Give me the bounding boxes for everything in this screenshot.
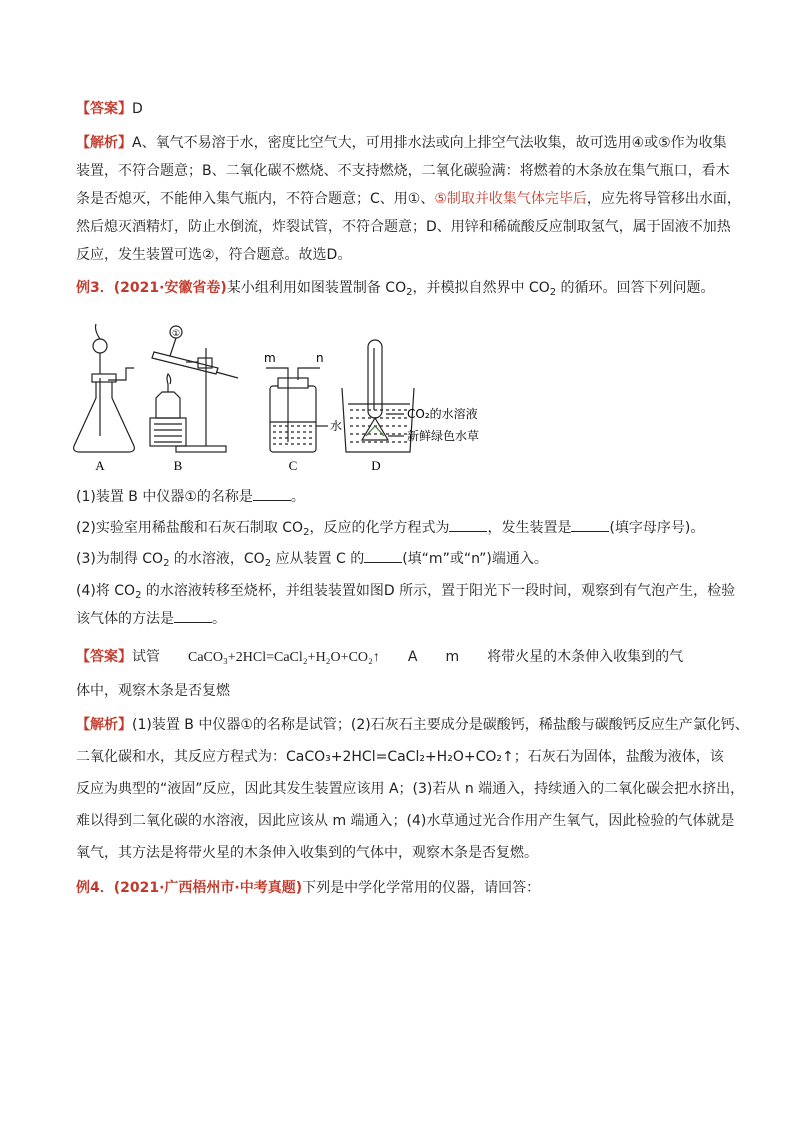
answer-tag: 【答案】 — [76, 649, 132, 665]
answer-blank — [364, 548, 402, 563]
label-water: 水 — [330, 419, 343, 433]
analysis-tag: 【解析】 — [76, 717, 132, 733]
question-4-cont — [76, 608, 226, 630]
answer-value: 将带火星的木条伸入收集到的气 — [487, 649, 684, 665]
label-a: A — [95, 458, 105, 473]
answer-blank — [449, 517, 487, 532]
label-circle-1: ① — [171, 329, 181, 339]
apparatus-a-flask — [74, 324, 135, 452]
example-source: (2021·安徽省卷) — [113, 280, 227, 296]
question-text: (3)为制得 CO — [76, 551, 164, 567]
question-text: ，反应的化学方程式为 — [309, 520, 450, 536]
analysis-1-line-4: 然后熄灭酒精灯，防止水倒流，炸裂试管，不符合题意；D、用锌和稀硫酸反应制取氢气，属于固液不加热 — [76, 219, 731, 235]
analysis-3-line-3: 反应为典型的“液固”反应，因此其发生装置应该用 A；(3)若从 n 端通入，持续通入的二氧化碳会把水挤出， — [76, 781, 745, 797]
question-text: (填字母序号)。 — [609, 520, 705, 536]
question-text: 应从装置 C 的 — [271, 551, 365, 567]
label-n: n — [316, 351, 324, 365]
stem-text: 的循环。回答下列问题。 — [556, 280, 715, 296]
answer-blank — [174, 608, 212, 623]
analysis-tag: 【解析】 — [76, 135, 132, 151]
analysis-1-line-5: 反应，发生装置可选②，符合题意。故选D。 — [76, 247, 352, 263]
example-label: 例3． — [76, 280, 114, 296]
analysis-1-line-2: 装置，不符合题意；B、二氧化碳不燃烧、不支持燃烧，二氧化碳验满：将燃着的木条放在集气瓶口，看木 — [76, 163, 730, 179]
example-3-stem: 例3．(2021·安徽省卷)某小组利用如图装置制备 $CO_2$，并模拟自然界中 $CO_2$ 的循环。回答下列问题。 — [76, 280, 715, 298]
analysis-3-line-4: 难以得到二氧化碳的水溶液，因此应该从 m 端通入；(4)水草通过光合作用产生氧气，因此检验的气体就是 — [76, 813, 735, 829]
question-text: (1)装置 B 中仪器①的名称是 — [76, 489, 253, 505]
analysis-1-line-3 — [76, 188, 741, 210]
question-text: 的水溶液转移至烧杯，并组装装置如图D 所示，置于阳光下一段时间，观察到有气泡产生，检验 — [141, 583, 736, 599]
label-m: m — [264, 351, 276, 365]
question-2: (2)实验室用稀盐酸和石灰石制取 $CO_2$，反应的化学方程式为 ，发生装置是 (填字母序号)。 — [76, 517, 704, 539]
question-text: (2)实验室用稀盐酸和石灰石制取 CO — [76, 520, 304, 536]
answer-1 — [76, 98, 143, 120]
answer-value: D — [132, 101, 143, 117]
stem-text: 某小组利用如图装置制备 CO — [226, 280, 407, 296]
answer-value: A — [407, 649, 418, 665]
question-text: 的水溶液，CO — [169, 551, 265, 567]
question-4: (4)将 $CO_2$ 的水溶液转移至烧杯，并组装装置如图D 所示，置于阳光下一段时间，观察到有气泡产生，检验 — [76, 583, 736, 601]
label-d: D — [371, 458, 381, 473]
analysis-3-line-5: 氧气，其方法是将带火星的木条伸入收集到的气体中，观察木条是否复燃。 — [76, 845, 538, 861]
question-1 — [76, 486, 305, 508]
question-text: 。 — [290, 489, 305, 505]
answer-tag: 【答案】 — [76, 101, 132, 117]
analysis-text: ，应先将导管移出水面， — [586, 191, 741, 207]
example-label: 例4． — [76, 880, 114, 896]
answer-blank — [253, 486, 291, 501]
question-text: 该气体的方法是 — [76, 611, 174, 627]
label-b: B — [173, 458, 183, 473]
stem-text: ，并模拟自然界中 CO — [412, 280, 550, 296]
question-text: (4)将 CO — [76, 583, 136, 599]
analysis-3-line-2: 二氧化碳和水，其反应方程式为：CaCO₃+2HCl=CaCl₂+H₂O+CO₂↑；石灰石为固体，盐酸为液体，该 — [76, 749, 724, 765]
answer-3-cont: 体中，观察木条是否复燃 — [76, 683, 230, 699]
label-co2-solution: CO₂的水溶液 — [407, 407, 478, 421]
answer-blank — [571, 517, 609, 532]
analysis-3-line-1 — [76, 714, 749, 736]
label-plant: 新鲜绿色水草 — [407, 429, 480, 443]
example-4-stem — [76, 877, 540, 899]
apparatus-diagram — [66, 318, 526, 478]
label-c: C — [288, 458, 298, 473]
answer-value: 试管 — [132, 649, 160, 665]
question-3: (3)为制得 $CO_2$ 的水溶液，$CO_2$ 应从装置 C 的 (填“m”或“n”)端通入。 — [76, 548, 548, 570]
analysis-1-line-1 — [76, 132, 727, 154]
question-text: 。 — [212, 611, 226, 627]
analysis-text: 条是否熄灭，不能伸入集气瓶内，不符合题意；C、用①、 — [76, 191, 435, 207]
answer-value: m — [445, 649, 460, 665]
analysis-text: A、氧气不易溶于水，密度比空气大，可用排水法或向上排空气法收集，故可选用④或⑤作为收集 — [132, 135, 727, 151]
answer-3 — [76, 646, 683, 669]
analysis-highlight: ⑤制取并收集气体完毕后 — [434, 191, 587, 207]
apparatus-c-bottle — [266, 368, 328, 452]
answer-equation: CaCO₃+2HCl=CaCl₂+H₂O+CO₂↑ — [188, 650, 380, 665]
apparatus-d-beaker — [342, 340, 414, 452]
analysis-text: (1)装置 B 中仪器①的名称是试管；(2)石灰石主要成分是碳酸钙，稀盐酸与碳酸钙反应生产氯化钙、 — [132, 717, 749, 733]
question-text: ，发生装置是 — [487, 520, 572, 536]
example-source: (2021·广西梧州市·中考真题) — [113, 880, 303, 896]
question-text: (填“m”或“n”)端通入。 — [402, 551, 548, 567]
stem-text: 下列是中学化学常用的仪器，请回答： — [302, 880, 541, 896]
apparatus-b-heating — [150, 326, 238, 452]
